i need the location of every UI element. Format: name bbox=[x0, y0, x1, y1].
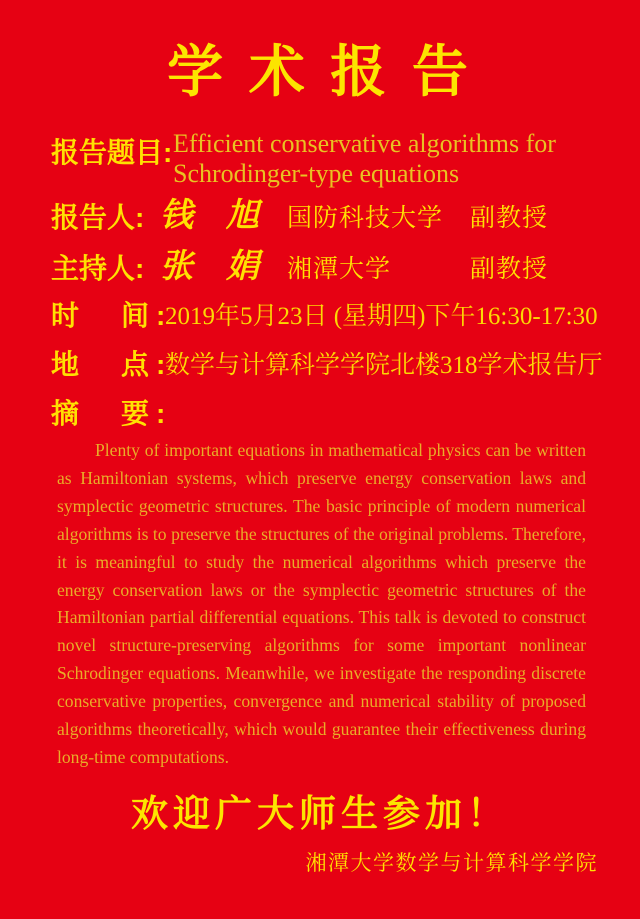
speaker-name: 钱 旭 bbox=[160, 195, 259, 234]
host-label: 主持人: bbox=[51, 253, 145, 284]
venue-value: 数学与计算科学学院北楼318学术报告厅 bbox=[165, 352, 603, 379]
poster-title: 学 术 报 告 bbox=[167, 40, 473, 103]
venue-label: 地 点: bbox=[51, 349, 173, 380]
host-affiliation: 湘潭大学 bbox=[287, 255, 392, 283]
speaker-rank: 副教授 bbox=[470, 204, 549, 232]
topic-line-1: Efficient conservative algorithms for bbox=[173, 129, 556, 158]
host-name: 张 娟 bbox=[160, 246, 259, 285]
topic-line-2: Schrodinger-type equations bbox=[173, 159, 460, 188]
time-label: 时 间: bbox=[51, 300, 173, 331]
time-value: 2019年5月23日 (星期四)下午16:30-17:30 bbox=[165, 303, 598, 330]
welcome-message: 欢迎广大师生参加！ bbox=[131, 793, 509, 834]
abstract-label: 摘 要: bbox=[51, 398, 173, 429]
abstract-text: Plenty of important equations in mathematical physics can be written as Hamiltonian systems, which preserve energy conservation laws and symplectic geometric structures. The basic principle of modern numerical algorithms is to preserve the structures of the original problems. Therefore, it is meaningful to study the numerical algorithms which preserve the energy conservation laws or the symplectic geometric structures of the Hamiltonian partial differential equations. This talk is devoted to construct novel structure-preserving algorithms for some important nonlinear Schrodinger equations. Meanwhile, we investigate the responding discrete conservative properties, convergence and numerical stability of proposed algorithms theoretically, which would guarantee their effectiveness during long-time computations. bbox=[57, 440, 586, 767]
talk-topic bbox=[173, 129, 603, 189]
speaker-label: 报告人: bbox=[51, 202, 145, 233]
topic-label: 报告题目: bbox=[51, 137, 173, 168]
speaker-affiliation: 国防科技大学 bbox=[287, 204, 444, 232]
host-rank: 副教授 bbox=[470, 255, 549, 283]
organizer-name: 湘潭大学数学与计算科学学院 bbox=[305, 852, 598, 875]
